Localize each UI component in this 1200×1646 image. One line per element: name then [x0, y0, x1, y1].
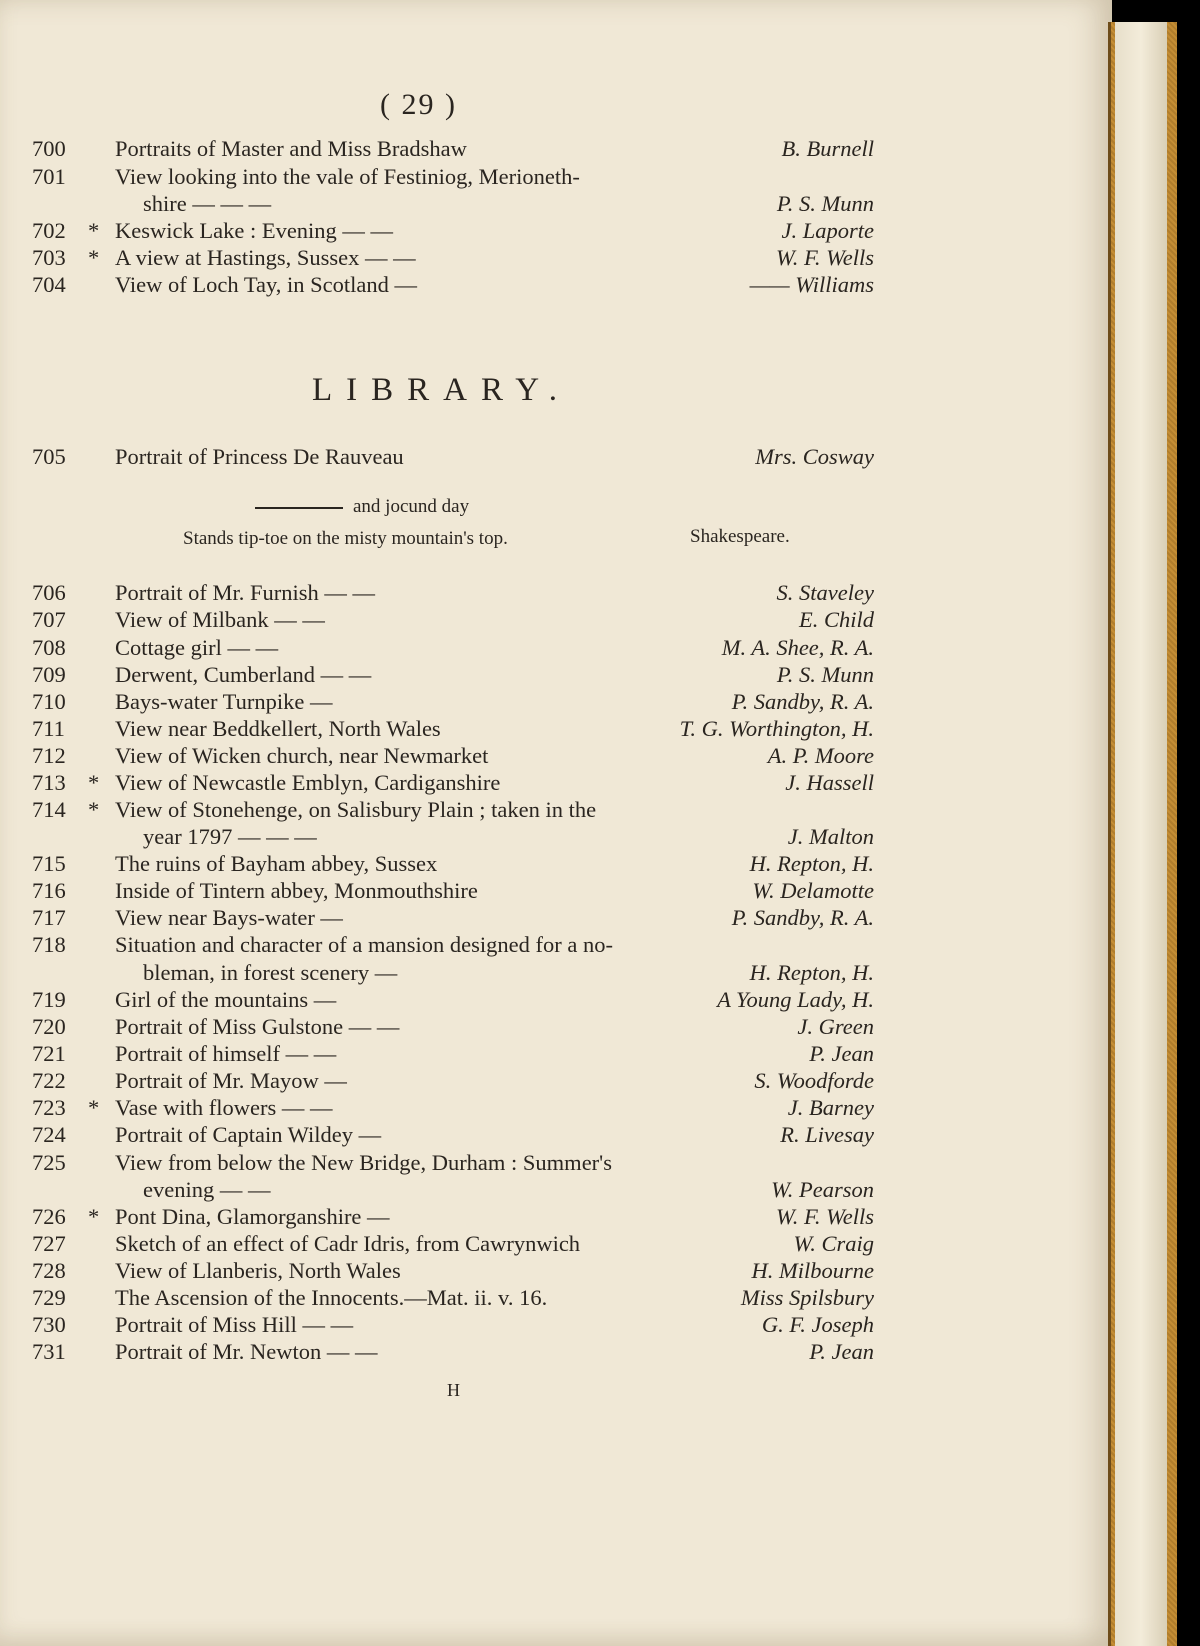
entry-title: View near Bays-water —	[115, 905, 343, 930]
book-cover-board	[1108, 22, 1177, 1646]
entry-artist: E. Child	[798, 607, 874, 632]
catalogue-entry	[0, 987, 1112, 1014]
entry-title: The ruins of Bayham abbey, Sussex	[115, 851, 438, 876]
entry-number: 713	[32, 770, 66, 795]
entry-artist: J. Barney	[787, 1095, 874, 1120]
entry-artist: H. Repton, H.	[749, 851, 874, 876]
entry-artist: W. F. Wells	[776, 245, 874, 270]
quote-rule	[255, 507, 343, 509]
entry-number: 723	[32, 1095, 66, 1120]
entry-artist: S. Staveley	[776, 580, 874, 605]
quote-line-1	[255, 496, 469, 518]
entry-artist: B. Burnell	[781, 136, 874, 161]
entry-title: View from below the New Bridge, Durham : Summer's	[115, 1150, 612, 1175]
entry-number: 711	[32, 716, 65, 741]
entry-title: Bays-water Turnpike —	[115, 689, 333, 714]
entry-artist: P. Sandby, R. A.	[731, 689, 874, 714]
entry-artist: H. Repton, H.	[749, 960, 874, 985]
entry-number: 712	[32, 743, 66, 768]
catalogue-entry	[0, 1095, 1112, 1122]
signature-mark: H	[447, 1380, 460, 1400]
entry-artist: R. Livesay	[780, 1122, 874, 1147]
entry-number: 721	[32, 1041, 66, 1066]
entry-number: 725	[32, 1150, 66, 1175]
catalogue-entry	[0, 1150, 1112, 1177]
catalogue-entry	[0, 770, 1112, 797]
entry-artist: P. Jean	[809, 1041, 874, 1066]
entry-artist: W. F. Wells	[776, 1204, 874, 1229]
entry-title: Portrait of Mr. Newton — —	[115, 1339, 378, 1364]
catalogue-entry	[0, 851, 1112, 878]
entry-artist: W. Delamotte	[752, 878, 874, 903]
entry-title: Portrait of Miss Hill — —	[115, 1312, 354, 1337]
entry-artist: P. Jean	[809, 1339, 874, 1364]
quote-line-2: Stands tip-toe on the misty mountain's top.	[183, 528, 508, 549]
entry-number: 704	[32, 272, 66, 297]
entry-title: Portrait of Miss Gulstone — —	[115, 1014, 400, 1039]
quote-text-1: and jocund day	[353, 496, 470, 517]
catalogue-entry	[0, 689, 1112, 716]
entry-title: Inside of Tintern abbey, Monmouthshire	[115, 878, 478, 903]
entry-title: View of Llanberis, North Wales	[115, 1258, 401, 1283]
entry-title: Sketch of an effect of Cadr Idris, from Cawrynwich	[115, 1231, 581, 1256]
entry-title: Portrait of Captain Wildey —	[115, 1122, 382, 1147]
catalogue-entry	[0, 580, 1112, 607]
catalogue-entry	[0, 878, 1112, 905]
entry-artist: A. P. Moore	[767, 743, 874, 768]
entry-artist: P. S. Munn	[776, 191, 874, 216]
entry-star: *	[88, 1204, 100, 1229]
entry-title: Portrait of Princess De Rauveau	[115, 444, 404, 469]
catalogue-entry	[0, 218, 1112, 245]
entry-title: Portrait of Mr. Mayow —	[115, 1068, 347, 1093]
entry-title: View of Wicken church, near Newmarket	[115, 743, 489, 768]
entry-number: 709	[32, 662, 66, 687]
entry-number: 730	[32, 1312, 66, 1337]
entry-title: Pont Dina, Glamorganshire —	[115, 1204, 390, 1229]
entry-title: View looking into the vale of Festiniog, Merioneth-	[115, 164, 580, 189]
entry-number: 705	[32, 444, 66, 469]
entry-title: Portrait of Mr. Furnish — —	[115, 580, 376, 605]
catalogue-entry	[0, 164, 1112, 191]
catalogue-entry	[0, 1231, 1112, 1258]
entry-number: 710	[32, 689, 66, 714]
entry-artist: J. Green	[797, 1014, 874, 1039]
entry-number: 701	[32, 164, 66, 189]
catalogue-entry	[0, 1068, 1112, 1095]
entry-artist: M. A. Shee, R. A.	[721, 635, 874, 660]
entry-artist: G. F. Joseph	[761, 1312, 874, 1337]
entry-number: 724	[32, 1122, 66, 1147]
entry-number: 718	[32, 932, 66, 957]
entry-star: *	[88, 770, 100, 795]
catalogue-entry	[0, 245, 1112, 272]
entry-title: bleman, in forest scenery —	[143, 960, 398, 985]
entry-number: 716	[32, 878, 66, 903]
entry-artist: H. Milbourne	[751, 1258, 874, 1283]
catalogue-entry	[0, 1285, 1112, 1312]
entry-number: 719	[32, 987, 66, 1012]
entry-artist: J. Hassell	[785, 770, 874, 795]
catalogue-entry	[0, 1177, 1112, 1204]
entry-artist: —— Williams	[749, 272, 874, 297]
catalogue-entry	[0, 716, 1112, 743]
entry-number: 708	[32, 635, 66, 660]
catalogue-entry	[0, 932, 1112, 959]
entry-number: 731	[32, 1339, 66, 1364]
catalogue-entry	[0, 607, 1112, 634]
entry-number: 702	[32, 218, 66, 243]
entry-title: Keswick Lake : Evening — —	[115, 218, 394, 243]
entry-artist: P. Sandby, R. A.	[731, 905, 874, 930]
catalogue-entry	[0, 1014, 1112, 1041]
entry-title: Portrait of himself — —	[115, 1041, 337, 1066]
entry-title: year 1797 — — —	[143, 824, 317, 849]
entry-title: The Ascension of the Innocents.—Mat. ii. v. 16.	[115, 1285, 548, 1310]
entry-number: 720	[32, 1014, 66, 1039]
catalogue-entry	[0, 960, 1112, 987]
entry-number: 715	[32, 851, 66, 876]
quote-attribution: Shakespeare.	[690, 526, 790, 547]
entry-title: Derwent, Cumberland — —	[115, 662, 372, 687]
entry-number: 727	[32, 1231, 66, 1256]
catalogue-entry	[0, 635, 1112, 662]
catalogue-entry	[0, 797, 1112, 824]
entry-number: 726	[32, 1204, 66, 1229]
entry-title: evening — —	[143, 1177, 271, 1202]
entry-title: Vase with flowers — —	[115, 1095, 333, 1120]
entry-number: 707	[32, 607, 66, 632]
page-edges	[1115, 22, 1167, 1646]
entry-artist: A Young Lady, H.	[717, 987, 874, 1012]
entry-number: 728	[32, 1258, 66, 1283]
entry-title: shire — — —	[143, 191, 272, 216]
entry-artist: W. Craig	[793, 1231, 874, 1256]
entry-artist: P. S. Munn	[776, 662, 874, 687]
entry-title: Cottage girl — —	[115, 635, 279, 660]
catalogue-entry	[0, 1041, 1112, 1068]
catalogue-entry	[0, 1204, 1112, 1231]
entry-title: Girl of the mountains —	[115, 987, 337, 1012]
entry-title: View of Newcastle Emblyn, Cardiganshire	[115, 770, 501, 795]
entry-number: 729	[32, 1285, 66, 1310]
entry-number: 714	[32, 797, 66, 822]
entry-artist: Miss Spilsbury	[740, 1285, 874, 1310]
catalogue-entry	[0, 743, 1112, 770]
entry-title: View near Beddkellert, North Wales	[115, 716, 441, 741]
catalogue-entry	[0, 191, 1112, 218]
entry-artist: J. Laporte	[781, 218, 874, 243]
entry-artist: J. Malton	[787, 824, 874, 849]
entry-number: 703	[32, 245, 66, 270]
entry-artist: W. Pearson	[771, 1177, 874, 1202]
section-title: LIBRARY.	[312, 372, 572, 408]
entry-title: Portraits of Master and Miss Bradshaw	[115, 136, 467, 161]
catalogue-entry	[0, 824, 1112, 851]
entry-title: Situation and character of a mansion designed for a no-	[115, 932, 613, 957]
entry-artist: Mrs. Cosway	[755, 444, 874, 469]
catalogue-entry	[0, 136, 1112, 163]
catalogue-entry	[0, 1258, 1112, 1285]
entry-number: 722	[32, 1068, 66, 1093]
entry-title: View of Stonehenge, on Salisbury Plain ; taken in the	[115, 797, 597, 822]
entry-star: *	[88, 218, 100, 243]
entry-number: 700	[32, 136, 66, 161]
entry-star: *	[88, 1095, 100, 1120]
catalogue-entry	[0, 272, 1112, 299]
entry-title: View of Loch Tay, in Scotland —	[115, 272, 418, 297]
entry-artist: T. G. Worthington, H.	[679, 716, 874, 741]
catalogue-entry	[0, 1312, 1112, 1339]
catalogue-entry	[0, 444, 1112, 471]
catalogue-entry	[0, 662, 1112, 689]
catalogue-entry	[0, 1122, 1112, 1149]
entry-star: *	[88, 245, 100, 270]
entry-title: A view at Hastings, Sussex — —	[115, 245, 416, 270]
entry-title: View of Milbank — —	[115, 607, 325, 632]
entry-number: 717	[32, 905, 66, 930]
entry-star: *	[88, 797, 100, 822]
page-folio: ( 29 )	[380, 88, 457, 121]
entry-number: 706	[32, 580, 66, 605]
entry-artist: S. Woodforde	[754, 1068, 874, 1093]
catalogue-entry	[0, 905, 1112, 932]
catalogue-entry	[0, 1339, 1112, 1366]
